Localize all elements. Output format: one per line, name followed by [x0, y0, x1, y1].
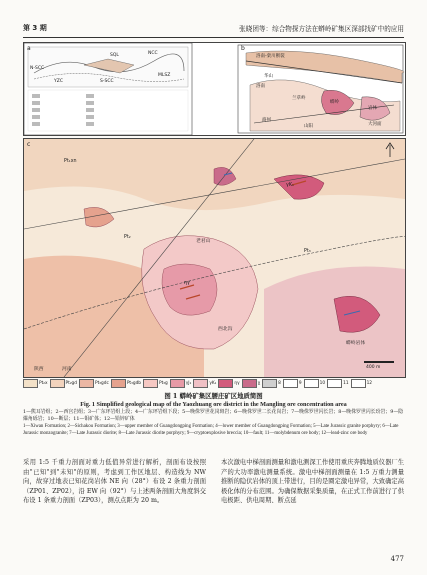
panel-c-label: c — [27, 141, 31, 148]
legend-item — [143, 379, 168, 388]
page-number: 477 — [390, 555, 404, 563]
figure-caption-en: Fig. 1 Simplified geological map of the Yaozhuang ore district in the Mangling ore concentration area — [80, 401, 347, 408]
legend-swatch — [143, 379, 158, 388]
map-b-label-lancaoling: 兰草岭 — [292, 96, 306, 101]
map-legend — [23, 378, 404, 388]
legend-label: Pt₃g — [159, 380, 168, 386]
legend-swatch — [50, 379, 65, 388]
legend-item — [170, 379, 192, 388]
map-b-label-huashan: 华山 — [264, 74, 273, 79]
legend-swatch — [170, 379, 185, 388]
map-a-label-ncc: NCC — [148, 51, 158, 56]
scale-bar-label: 400 m — [366, 365, 381, 370]
map-a-label-mlsz: MLSZ — [158, 73, 171, 78]
legend-label: 12 — [366, 380, 373, 386]
legend-swatch — [242, 379, 257, 388]
main-label-henan: 河南 — [62, 367, 72, 372]
legend-item — [304, 379, 325, 388]
legend-label: Pt₂x — [39, 380, 48, 386]
main-label-ng: ηγ — [184, 281, 190, 286]
legend-label: γK₁ — [209, 380, 217, 386]
map-b-label-shangzhou: 商州 — [262, 118, 271, 123]
map-b-fault-label: 洛南-栾川断裂 — [256, 54, 285, 59]
figure-caption-cn: 图 1 蟒岭矿集区腰庄矿区地质简图 — [164, 392, 263, 400]
main-label-pt2: Pt₂ — [124, 235, 131, 240]
figure-panel-c — [23, 138, 406, 378]
main-label-gk1: γK₁ — [286, 183, 294, 188]
legend-label: Pt₃gdc — [95, 380, 109, 386]
figure-panels-ab — [23, 42, 406, 136]
legend-label: Pt₂gd — [65, 380, 78, 386]
legend-item — [327, 379, 348, 388]
legend-label: ηγ — [234, 380, 240, 386]
map-a-label-yzc: YZC — [54, 79, 63, 84]
main-label-xibeigou: 西北沟 — [218, 327, 233, 332]
legend-item — [351, 379, 372, 388]
legend-swatch — [262, 379, 277, 388]
legend-item — [262, 379, 281, 388]
legend-swatch — [218, 379, 233, 388]
legend-swatch — [23, 379, 38, 388]
legend-label: 11 — [343, 380, 349, 386]
map-b-label-shanyang: 山阳 — [304, 124, 313, 129]
main-label-pt1xn: Pt₁xn — [64, 159, 77, 164]
map-b-label-luonan: 洛南 — [256, 84, 265, 89]
legend-notes-cn: 1—熊耳岩组；2—西宫岩组；3—广东坪岩组上段；4—广东坪岩组下段；5—晚侏罗世花岗斑岩；6—晚侏罗世二长花岗岩；7—晚侏罗世闪长岩；8—晚侏罗世闪长玢岩；9—隐爆角砾岩；10—断层；11—钼矿体；12—铅锌矿体 — [23, 409, 404, 423]
legend-label: γJ₁ — [185, 380, 192, 386]
body-text-left: 采用 1:5 千重力剖面对重力低值异常进行解析，剖面布设按照由"已知"到"未知"的原则，考虑到工作区地层、构造线为 NW 向，故穿过地表已知花岗岩体 NE 向（28°）布设 2 条重力剖面（ZP01、ZP02），沿 EW 向（92°）与上述两条剖面大角度斜交布设 1 条重力剖面（ZP03），测点点距为 20 m。 — [23, 459, 206, 505]
main-label-mangling-pluton: 蟒岭岩体 — [346, 341, 366, 346]
panels-ab-svg — [24, 43, 405, 135]
panel-a-label: a — [27, 45, 31, 52]
legend-swatch — [111, 379, 126, 388]
legend-item — [242, 379, 260, 388]
body-text-right: 本次激电中梯剖面测量和激电测深工作使用重庆奔腾地质仪器厂生产的大功率激电测量系统。激电中梯剖面测量在 1:5 万重力测量推断的隐伏岩体的顶上带进行，目的是圈定激电异常，大致确定高极化体的分布范围。为确保数据采集质量，在正式工作前进行了供电极距、供电周期、断点延 — [221, 459, 404, 505]
legend-swatch — [79, 379, 94, 388]
legend-label: 10 — [319, 380, 326, 386]
panel-b-label: b — [241, 45, 245, 52]
legend-label: 9 — [298, 380, 302, 386]
map-b-label-mangling: 蟒岭 — [330, 100, 339, 105]
legend-swatch — [304, 379, 319, 388]
map-a-label-sql: SQL — [110, 53, 119, 58]
legend-label: χ — [257, 380, 261, 386]
legend-swatch — [351, 379, 366, 388]
main-label-pt3: Pt₃ — [304, 249, 311, 254]
legend-label: Pt₃gdb — [126, 380, 142, 386]
legend-swatch — [327, 379, 342, 388]
legend-item — [283, 379, 302, 388]
map-a-label-sscc: S-SCC — [100, 79, 114, 84]
main-label-shaanxi: 陕西 — [34, 367, 44, 372]
legend-item — [79, 379, 109, 388]
legend-item — [111, 379, 141, 388]
running-header — [23, 22, 404, 38]
map-b-label-daheshan: 大河面 — [368, 122, 382, 127]
legend-swatch — [193, 379, 208, 388]
legend-item — [50, 379, 77, 388]
legend-notes-en: 1—Xiwan Formation; 2—Sichakou Formation; 3—upper member of Guangdongping Formation; 4—lower member of Guangdongping Formation; 5—Late Jurassic granite porphyry; 6—Late Jurassic monzogranite; 7—Late Jurassic diorite; 8—Late Jurassic diorite porphyry; 9—cryptoexplosive breccia; 10—fault; 11—molybdenum ore body; 12—lead-zinc ore body — [23, 424, 399, 437]
legend-item — [23, 379, 48, 388]
issue-number: 第 3 期 — [23, 24, 47, 32]
main-label-laojunshan: 老君山 — [196, 239, 211, 244]
legend-item — [218, 379, 239, 388]
running-title: 张晓团等：综合物探方法在蟒岭矿集区深部找矿中的应用 — [239, 25, 404, 33]
map-a-label-nscc: N-SCC — [30, 66, 45, 71]
legend-label: 8 — [278, 380, 281, 386]
map-b-label-yanti: 岩体 — [368, 106, 377, 111]
legend-item — [193, 379, 216, 388]
legend-swatch — [283, 379, 298, 388]
